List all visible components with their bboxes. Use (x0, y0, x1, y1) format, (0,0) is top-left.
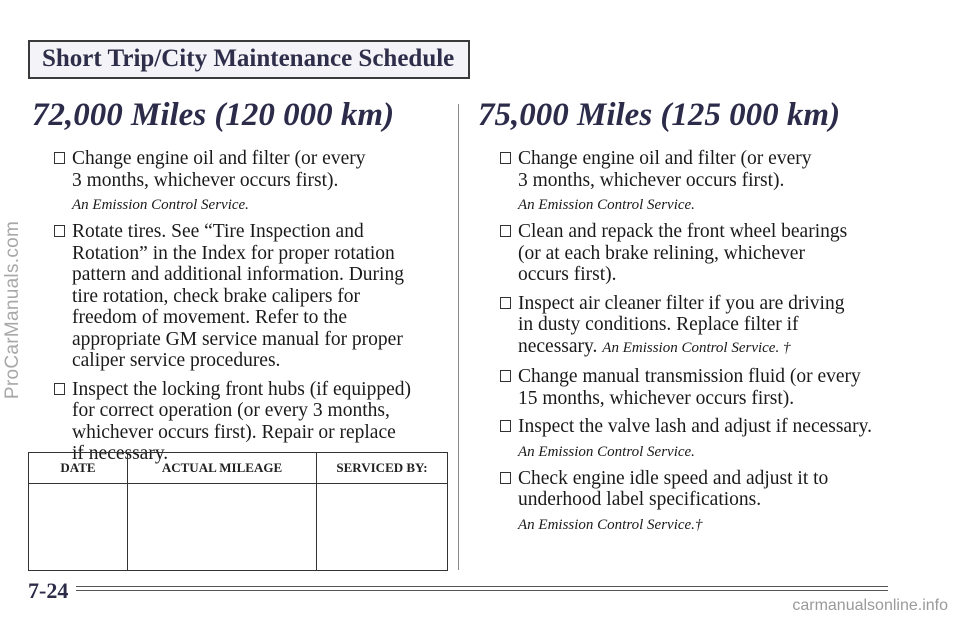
checkbox-icon[interactable] (500, 420, 511, 432)
checkbox-icon[interactable] (500, 297, 511, 309)
item-line: appropriate GM service manual for proper (72, 328, 403, 350)
item-line: 15 months, whichever occurs first). (518, 387, 795, 409)
section-title: Short Trip/City Maintenance Schedule (42, 45, 455, 72)
checklist-item (32, 221, 450, 372)
emission-note: An Emission Control Service. (518, 197, 695, 213)
checklist-item (478, 366, 918, 409)
item-line: pattern and additional information. During (72, 264, 404, 285)
table-header-date: DATE (29, 453, 128, 484)
left-heading: 72,000 Miles (120 000 km) (32, 97, 395, 133)
item-line: in dusty conditions. Replace filter if (518, 314, 799, 335)
item-line: Inspect air cleaner filter if you are driving (518, 292, 845, 314)
checklist-item (32, 148, 450, 191)
item-line: 3 months, whichever occurs first). (518, 169, 785, 191)
emission-note: An Emission Control Service. † (602, 339, 791, 356)
checklist-item (478, 293, 918, 360)
item-line: Rotate tires. See “Tire Inspection and (72, 221, 364, 242)
item-line: necessary. (518, 335, 598, 357)
item-line: (or at each brake relining, whichever (518, 242, 805, 264)
item-line: if necessary. (72, 443, 169, 464)
left-column (32, 96, 450, 472)
watermark-text: ProCarManuals.com (2, 220, 23, 399)
footer-rule (76, 586, 888, 591)
watermark (2, 0, 24, 619)
emission-note: An Emission Control Service. (72, 197, 249, 213)
item-line: Clean and repack the front wheel bearings (518, 221, 848, 242)
service-record-table (28, 452, 448, 571)
table-row (29, 484, 448, 571)
item-line: freedom of movement. Refer to the (72, 307, 348, 328)
right-column (478, 96, 918, 541)
item-line: Change engine oil and filter (or every (72, 148, 366, 169)
right-heading: 75,000 Miles (125 000 km) (478, 97, 841, 133)
column-divider (458, 104, 459, 570)
item-line: Change manual transmission fluid (or every (518, 366, 861, 387)
checkbox-icon[interactable] (500, 370, 511, 382)
item-line: for correct operation (or every 3 months, (72, 400, 390, 421)
checkbox-icon[interactable] (54, 383, 65, 395)
item-line: Rotation” in the Index for proper rotation (72, 242, 395, 264)
checklist-item (478, 148, 918, 191)
emission-note: An Emission Control Service.† (518, 516, 703, 533)
checkbox-icon[interactable] (54, 152, 65, 164)
item-line: tire rotation, check brake calipers for (72, 285, 361, 307)
checklist-item (478, 468, 918, 511)
item-line: Inspect the valve lash and adjust if necessary. (518, 416, 872, 437)
mileage-cell[interactable] (128, 484, 317, 571)
item-line: occurs first). (518, 264, 617, 285)
emission-note: An Emission Control Service. (518, 443, 695, 460)
date-cell[interactable] (29, 484, 128, 571)
item-line: caliper service procedures. (72, 350, 281, 371)
table-header-serviced-by: SERVICED BY: (317, 453, 448, 484)
table-header-mileage: ACTUAL MILEAGE (128, 453, 317, 484)
checklist-item (478, 221, 918, 286)
item-line: 3 months, whichever occurs first). (72, 169, 339, 191)
checkbox-icon[interactable] (500, 472, 511, 484)
item-line: Check engine idle speed and adjust it to (518, 467, 829, 489)
checkbox-icon[interactable] (54, 225, 65, 237)
section-header (28, 40, 470, 79)
page-number: 7-24 (28, 578, 69, 603)
checklist-item (478, 416, 918, 438)
site-footer: carmanualsonline.info (792, 597, 948, 614)
item-line: whichever occurs first). Repair or replace (72, 421, 396, 443)
item-line: Inspect the locking front hubs (if equipped) (72, 378, 411, 400)
item-line: underhood label specifications. (518, 489, 762, 510)
checkbox-icon[interactable] (500, 225, 511, 237)
checkbox-icon[interactable] (500, 152, 511, 164)
serviced-by-cell[interactable] (317, 484, 448, 571)
item-line: Change engine oil and filter (or every (518, 148, 812, 169)
